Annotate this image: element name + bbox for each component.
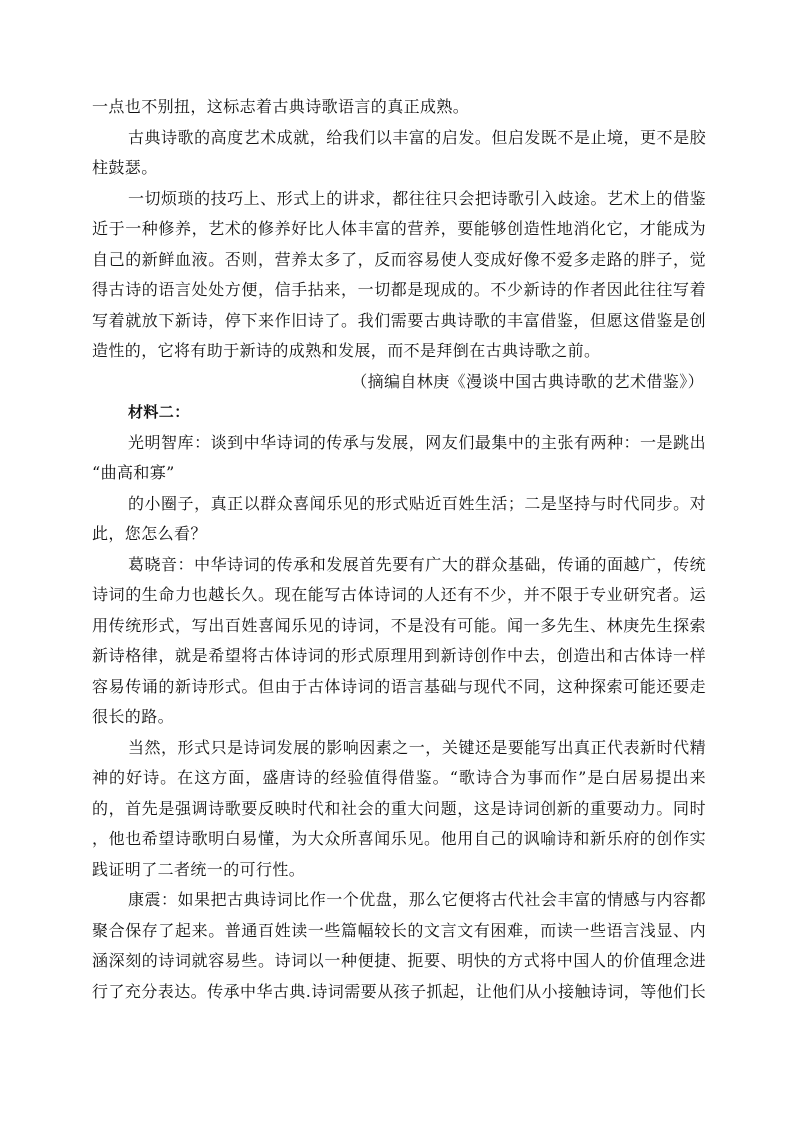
text-line: 古典诗歌的高度艺术成就，给我们以丰富的启发。但启发既不是止境，更不是胶: [128, 127, 706, 147]
paragraph-8: [92, 885, 706, 1007]
text-line: 的，首先是强调诗歌要反映时代和社会的重大问题，这是诗词创新的重要动力。同时: [92, 798, 706, 818]
text-line: 新诗格律，就是希望将古体诗词的形式原理用到新诗创作中去，创造出和古体诗一样: [92, 646, 706, 665]
text-line: 一点也不别扭，这标志着古典诗歌语言的真正成熟。: [92, 97, 470, 116]
text-line: 涵深刻的诗词就容易些。诗词以一种便捷、扼要、明快的方式将中国人的价值理念进: [92, 951, 706, 970]
text-line: 造性的，它将有助于新诗的成熟和发展，而不是拜倒在古典诗歌之前。: [92, 341, 601, 360]
material-2-heading: 材料二：: [128, 403, 190, 421]
text-line: 此，您怎么看？: [92, 524, 207, 543]
paragraph-1: [92, 92, 706, 123]
text-line: 自己的新鲜血液。否则，营养太多了，反而容易使人变成好像不爱多走路的胖子，觉: [92, 249, 706, 269]
text-line: 聚合保存了起来。普通百姓读一些篇幅较长的文言文有困难，而读一些语言浅显、内: [92, 920, 706, 940]
text-line: 行了充分表达。传承中华古典.诗词需要从孩子抓起，让他们从小接触诗词，等他们长: [92, 981, 706, 1001]
text-line: 一切烦琐的技巧上、形式上的讲求，都往往只会把诗歌引入歧途。艺术上的借鉴: [128, 188, 706, 208]
text-line: 得古诗的语言处处方便，信手拈来，一切都是现成的。不少新诗的作者因此往往写着: [92, 280, 706, 299]
text-line: 光明智库：谈到中华诗词的传承与发展，网友们最集中的主张有两种：一是跳出: [128, 432, 706, 452]
paragraph-5: [92, 489, 706, 550]
text-line: 践证明了二者统一的可行性。: [92, 859, 306, 879]
text-line: 很长的路。: [92, 707, 175, 726]
text-line: 柱鼓瑟。: [92, 158, 158, 177]
text-line: “曲高和寡”: [92, 463, 175, 482]
text-line: 葛晓音：中华诗词的传承和发展首先要有广大的群众基础，传诵的面越广，传统: [128, 554, 706, 574]
text-line: 神的好诗。在这方面，盛唐诗的经验值得借鉴。“歌诗合为事而作”是白居易提出来: [92, 768, 706, 787]
text-line: 的小圈子，真正以群众喜闻乐见的形式贴近百姓生活；二是坚持与时代同步。对: [128, 493, 706, 513]
text-line: 诗词的生命力也越长久。现在能写古体诗词的人还有不少，并不限于专业研究者。运: [92, 585, 706, 604]
paragraph-4: [92, 428, 706, 489]
paragraph-6: [92, 550, 706, 733]
text-line: ，他也希望诗歌明白易懂，为大众所喜闻乐见。他用自己的讽喻诗和新乐府的创作实: [92, 829, 706, 848]
text-line: 用传统形式，写出百姓喜闻乐见的诗词，不是没有可能。闻一多先生、林庚先生探索: [92, 615, 706, 635]
source-citation: （摘编自林庚《漫谈中国古典诗歌的艺术借鉴》）: [351, 371, 704, 391]
text-line: 当然，形式只是诗词发展的影响因素之一，关键还是要能写出真正代表新时代精: [128, 737, 706, 757]
paragraph-2: [92, 123, 706, 184]
text-line: 容易传诵的新诗形式。但由于古体诗词的语言基础与现代不同，这种探索可能还要走: [92, 676, 706, 696]
paragraph-7: [92, 733, 706, 886]
text-line: 康震：如果把古典诗词比作一个优盘，那么它便将古代社会丰富的情感与内容都: [128, 890, 706, 909]
text-line: 近于一种修养，艺术的修养好比人体丰富的营养，要能够创造性地消化它，才能成为: [92, 219, 706, 238]
paragraph-3: [92, 184, 706, 367]
text-line: 写着就放下新诗，停下来作旧诗了。我们需要古典诗歌的丰富借鉴，但愿这借鉴是创: [92, 310, 706, 330]
document-page: [92, 92, 706, 1007]
